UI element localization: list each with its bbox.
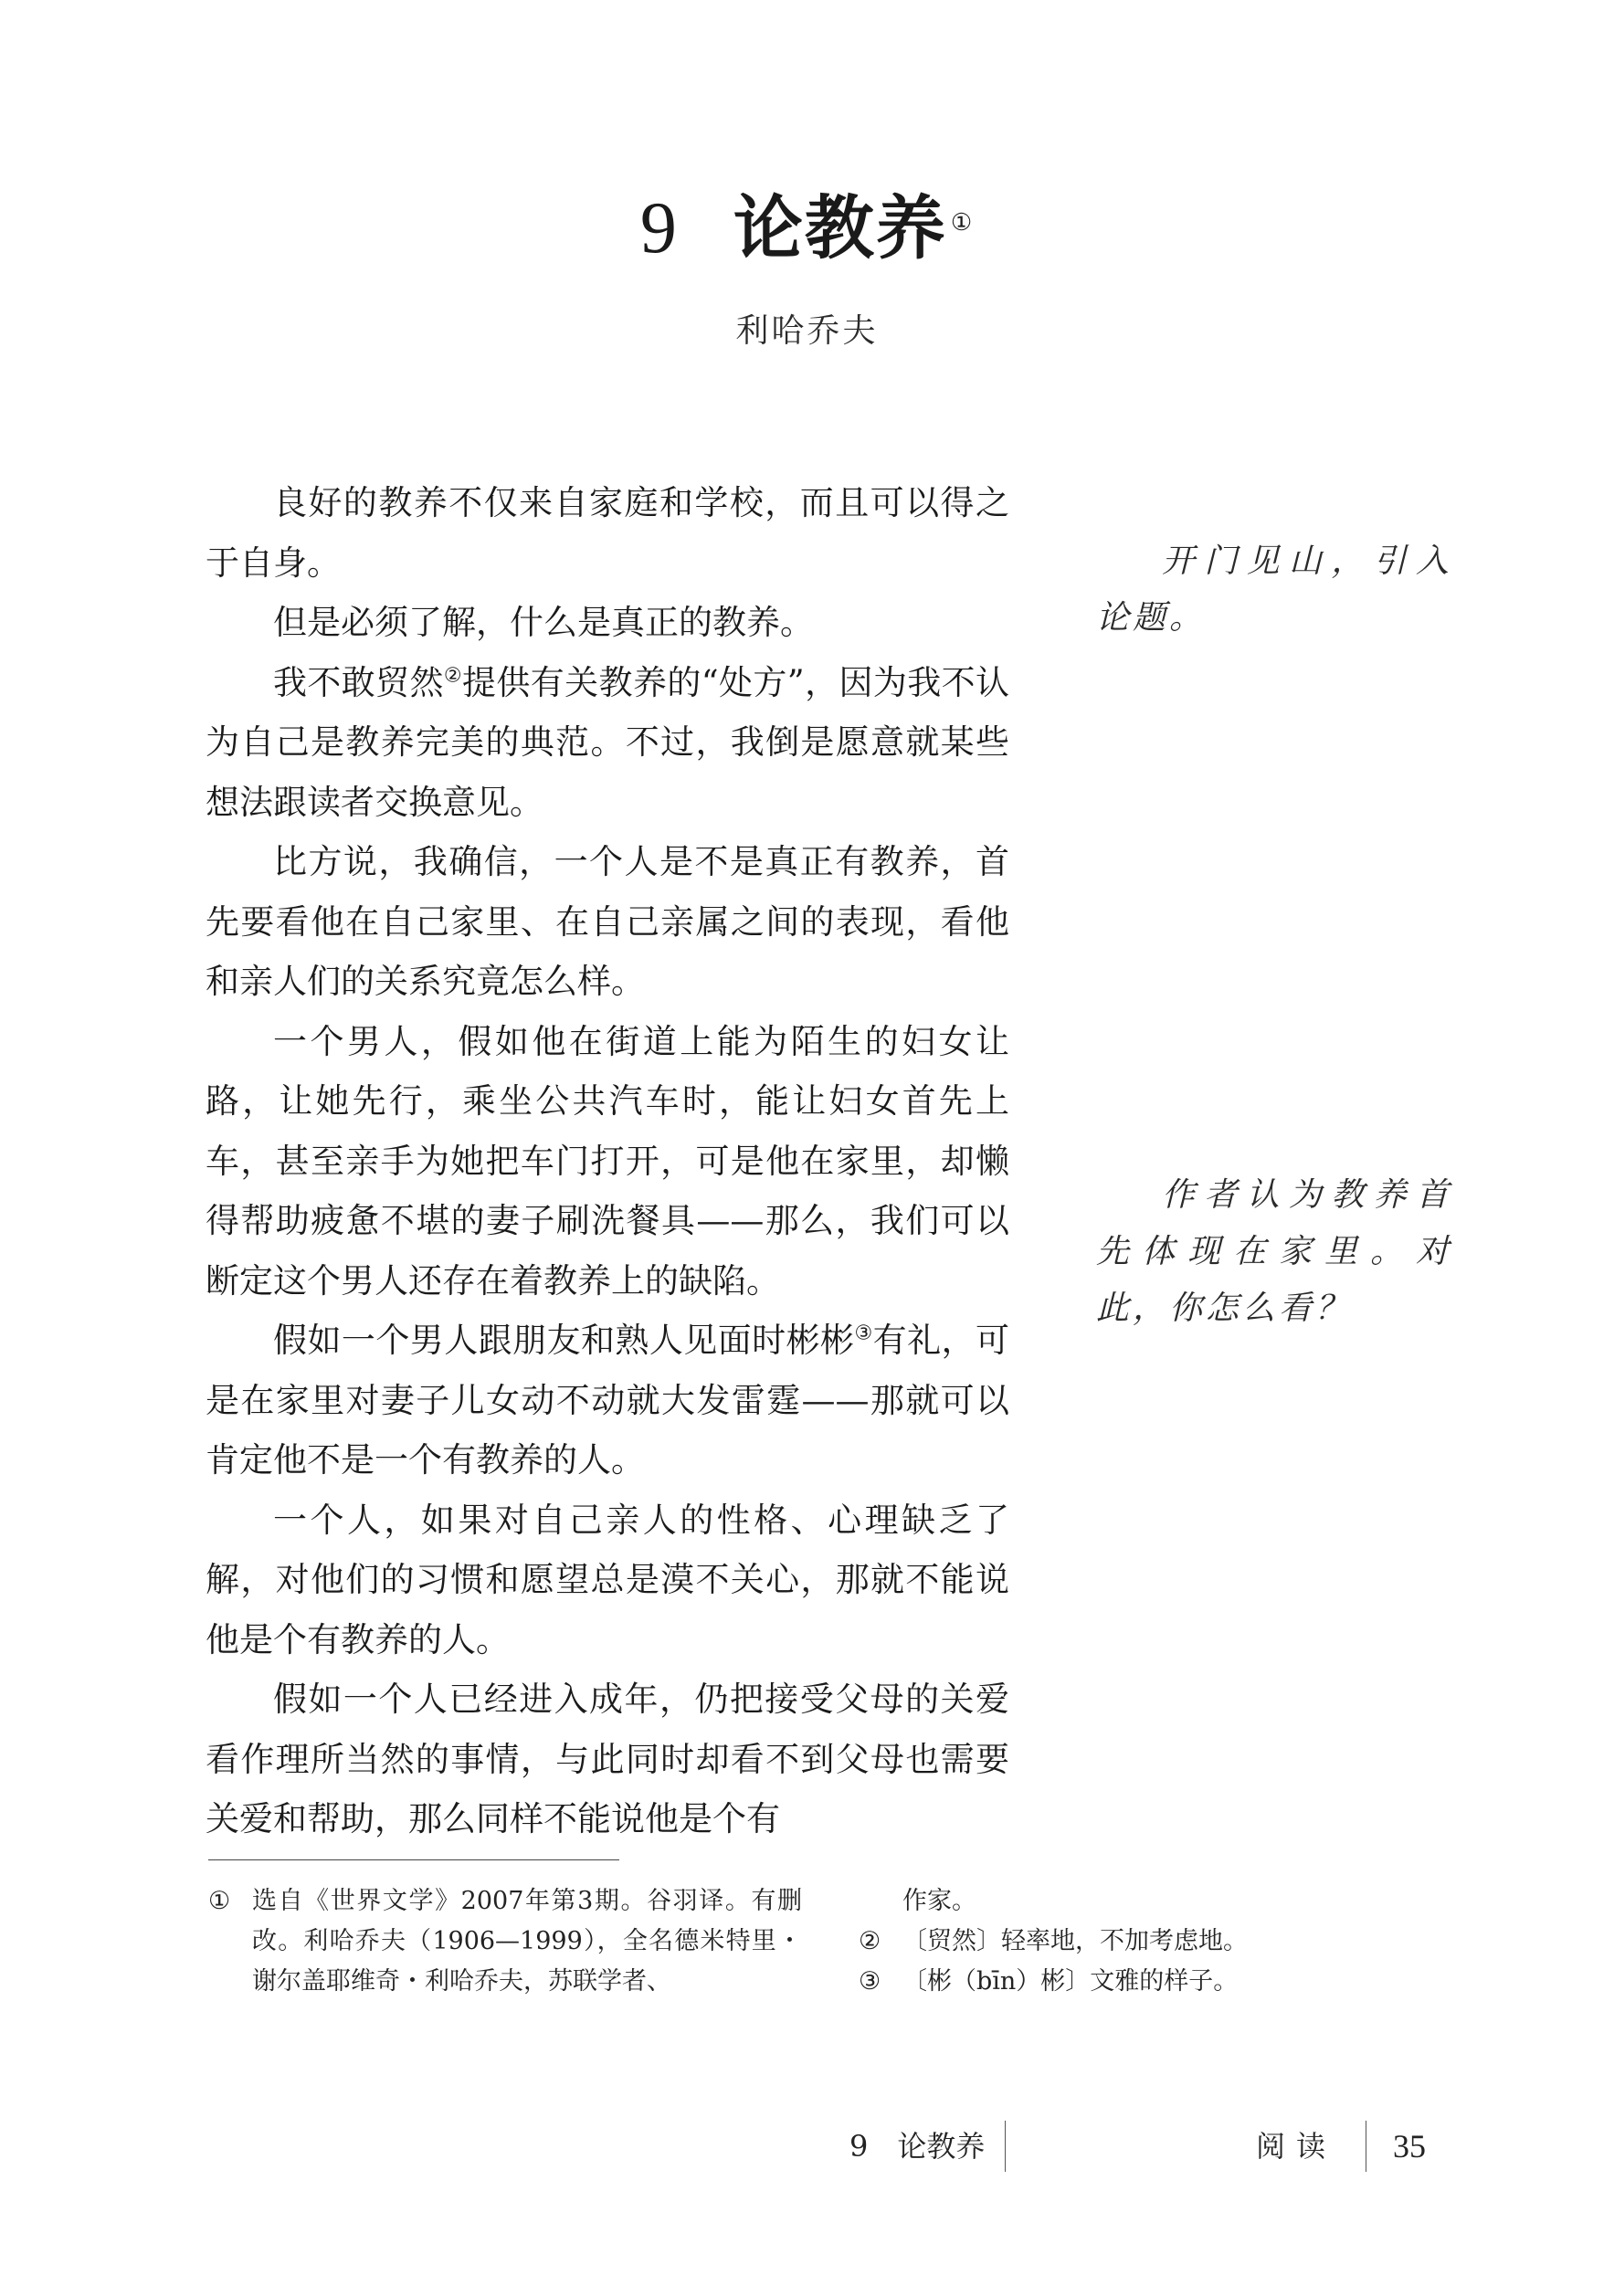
lesson-title: [0, 183, 1614, 274]
footnote-3-text: 〔彬（bīn）彬〕文雅的样子。: [902, 1967, 1239, 1996]
margin-note-2: 作者认为教养首先体现在家里。对此，你怎么看？: [1096, 1176, 1452, 1327]
footnote-1: [208, 1881, 802, 2002]
footnote-3-mark: ③: [859, 1967, 881, 1996]
lesson-number: 9: [639, 188, 679, 269]
paragraph-3: 我不敢贸然②提供有关教养的“处方”，因为我不认为自己是教养完美的典范。不过，我倒是愿意就某些想法跟读者交换意见。: [206, 662, 1009, 822]
body-text: [206, 473, 1009, 1849]
paragraph-2: 但是必须了解，什么是真正的教养。: [273, 603, 814, 642]
footnote-ref-2[interactable]: ②: [443, 664, 463, 688]
footer-section-name: 阅读: [1256, 2129, 1337, 2164]
footnote-1-mark: ①: [208, 1887, 231, 1915]
paragraph-6: 假如一个男人跟朋友和熟人见面时彬彬③有礼，可是在家里对妻子儿女动不动就大发雷霆——那就可以肯定他不是一个有教养的人。: [206, 1321, 1009, 1480]
footnotes-right-column: [859, 1881, 1370, 2002]
footnote-2-mark: ②: [859, 1927, 881, 1955]
footnote-2-text: 〔贸然〕轻率地，不加考虑地。: [902, 1927, 1248, 1955]
lesson-title-text: 论教养: [733, 187, 947, 269]
footnote-ref-3[interactable]: ③: [854, 1322, 873, 1345]
footnote-1-text: 选自《世界文学》2007年第3期。谷羽译。有删改。利哈乔夫（1906—1999），全名德米特里・谢尔盖耶维奇・利哈乔夫，苏联学者、: [252, 1887, 802, 1996]
footnote-divider: [208, 1859, 619, 1860]
title-footnote-ref[interactable]: ①: [950, 209, 975, 237]
paragraph-4: 比方说，我确信，一个人是不是真正有教养，首先要看他在自己家里、在自己亲属之间的表现，看他和亲人们的关系究竟怎么样。: [206, 842, 1009, 1001]
margin-note-1: 开门见山，引入论题。: [1096, 542, 1452, 637]
author-name: 利哈乔夫: [735, 312, 879, 350]
footnotes-left-column: [208, 1881, 802, 2002]
footnote-2: [859, 1922, 1370, 1962]
footer-divider-1: [1005, 2121, 1006, 2172]
footnote-1-continued: 作家。: [902, 1887, 976, 1915]
footer-lesson-title: 9 论教养: [849, 2129, 986, 2164]
paragraph-1: 良好的教养不仅来自家庭和学校，而且可以得之于自身。: [206, 483, 1009, 583]
paragraph-8: 假如一个人已经进入成年，仍把接受父母的关爱看作理所当然的事情，与此同时却看不到父母也需要关爱和帮助，那么同样不能说他是个有: [206, 1680, 1009, 1838]
paragraph-5: 一个男人，假如他在街道上能为陌生的妇女让路，让她先行，乘坐公共汽车时，能让妇女首先上车，甚至亲手为她把车门打开，可是他在家里，却懒得帮助疲惫不堪的妻子刷洗餐具——那么，我们可以断定这个男人还存在着教养上的缺陷。: [206, 1021, 1009, 1301]
page-number: 35: [1393, 2128, 1426, 2164]
footnote-3: [859, 1962, 1370, 2002]
paragraph-7: 一个人，如果对自己亲人的性格、心理缺乏了解，对他们的习惯和愿望总是漠不关心，那就不能说他是个有教养的人。: [206, 1500, 1009, 1659]
